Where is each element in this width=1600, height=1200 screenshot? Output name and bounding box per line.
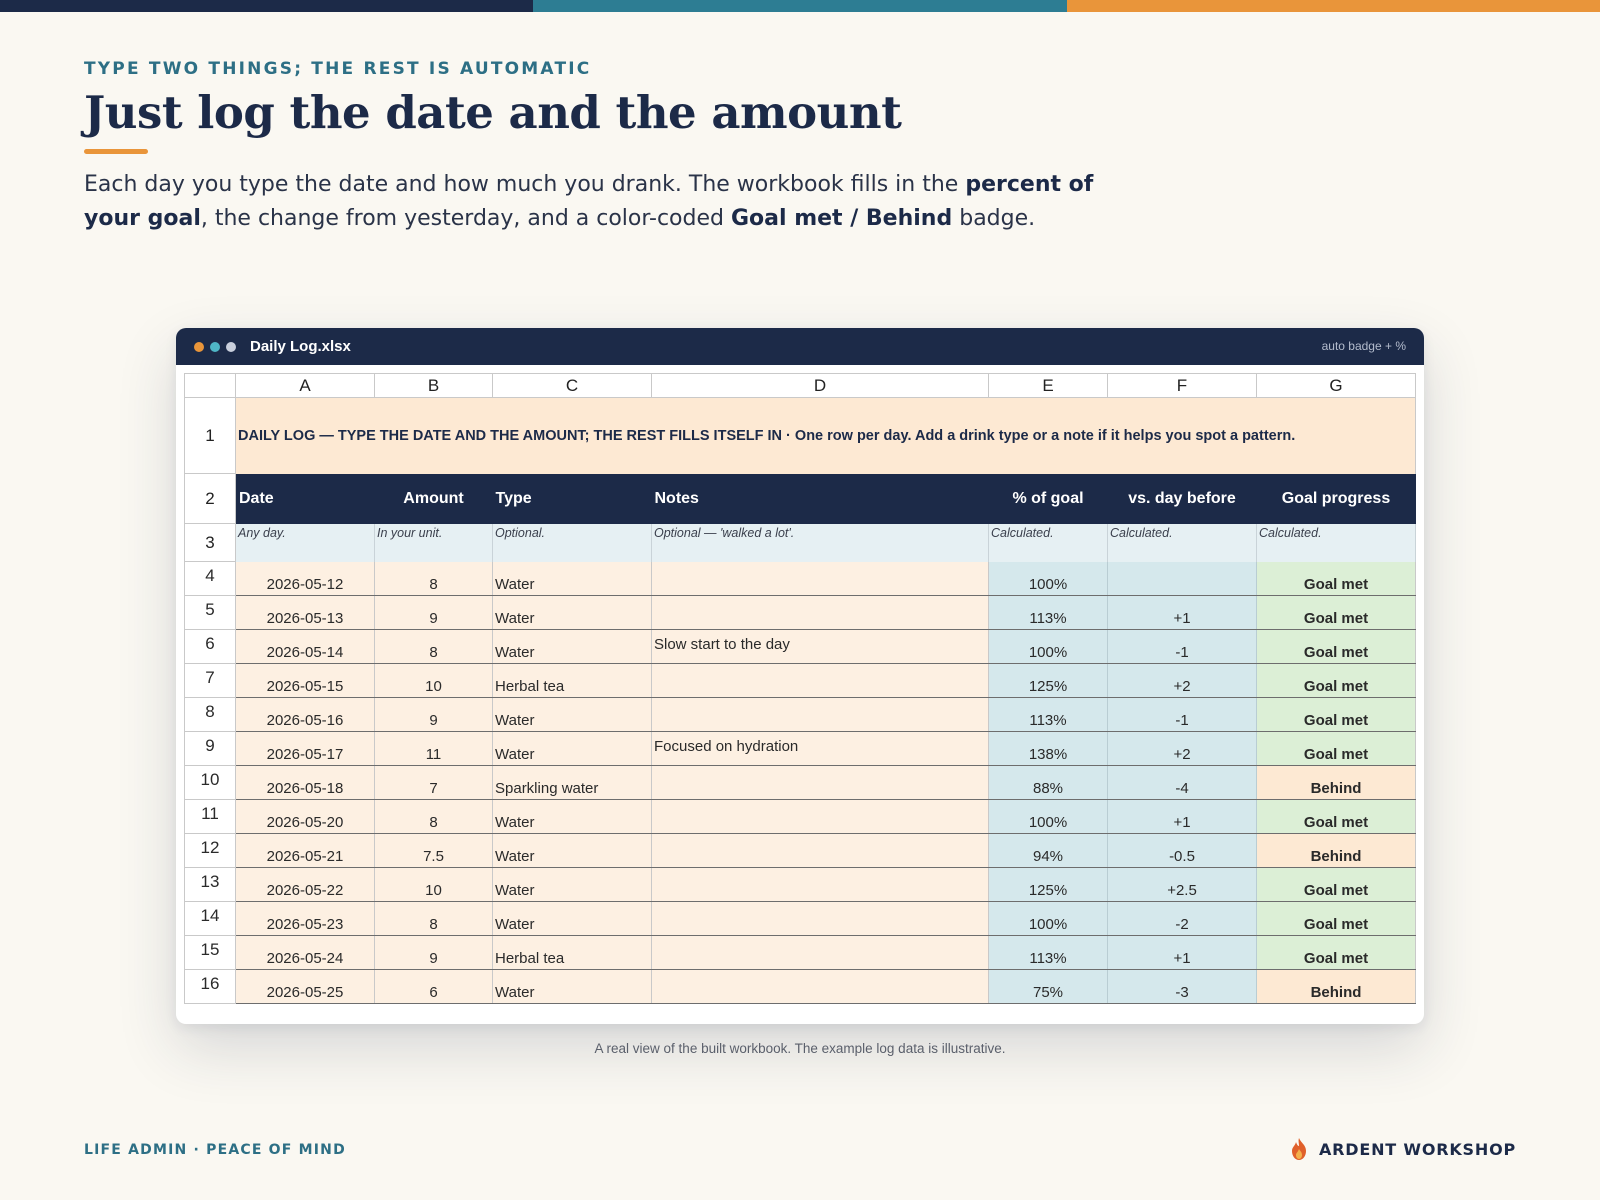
header-type[interactable]: Type [493,474,652,524]
table-row [185,596,1416,630]
cell-pct-of-goal[interactable]: 138% [989,732,1108,766]
header-vs-day-before[interactable]: vs. day before [1108,474,1257,524]
cell-amount[interactable]: 11 [375,732,493,766]
cell-vs-day-before[interactable]: +1 [1108,596,1257,630]
table-row [185,902,1416,936]
window-title: Daily Log.xlsx [250,338,351,355]
cell-date[interactable]: 2026-05-12 [236,562,375,596]
cell-amount[interactable]: 8 [375,800,493,834]
col-header-b[interactable]: B [375,374,493,398]
table-row [185,970,1416,1004]
lede-text-2: , the change from yesterday, and a color-coded [200,206,731,231]
cell-pct-of-goal[interactable]: 94% [989,834,1108,868]
table-row [185,766,1416,800]
cell-vs-day-before[interactable]: +2 [1108,732,1257,766]
cell-date[interactable]: 2026-05-20 [236,800,375,834]
page-title: Just log the date and the amount [84,86,902,139]
cell-vs-day-before[interactable]: -3 [1108,970,1257,1004]
cell-type[interactable]: Herbal tea [493,664,652,698]
cell-date[interactable]: 2026-05-15 [236,664,375,698]
hint-delta[interactable]: Calculated. [1108,524,1257,562]
table-row [185,800,1416,834]
window-dot-gray-icon [226,342,236,352]
cell-type[interactable]: Water [493,562,652,596]
cell-pct-of-goal[interactable]: 113% [989,936,1108,970]
window-dot-teal-icon [210,342,220,352]
cell-vs-day-before[interactable]: +2.5 [1108,868,1257,902]
cell-notes[interactable] [652,766,989,800]
window-titlebar [176,328,1424,365]
window-right-label: auto badge + % [1321,339,1406,353]
accent-teal [533,0,1066,12]
header-date[interactable]: Date [236,474,375,524]
row-number[interactable]: 9 [185,732,236,766]
cell-type[interactable]: Water [493,868,652,902]
sheet-grid [184,373,1416,1004]
row-number[interactable]: 7 [185,664,236,698]
hint-amount[interactable]: In your unit. [375,524,493,562]
cell-vs-day-before[interactable]: -1 [1108,698,1257,732]
cell-goal-badge[interactable]: Goal met [1257,596,1416,630]
title-underline [84,149,148,154]
eyebrow: TYPE TWO THINGS; THE REST IS AUTOMATIC [84,59,592,79]
cell-amount[interactable]: 8 [375,630,493,664]
cell-type[interactable]: Water [493,902,652,936]
cell-type[interactable]: Water [493,630,652,664]
header-notes[interactable]: Notes [652,474,989,524]
cell-type[interactable]: Herbal tea [493,936,652,970]
cell-amount[interactable]: 7.5 [375,834,493,868]
row-number[interactable]: 13 [185,868,236,902]
column-header-row [185,374,1416,398]
table-row [185,936,1416,970]
flame-icon [1289,1137,1309,1161]
footer-tagline: LIFE ADMIN · PEACE OF MIND [84,1142,346,1158]
top-accent-bar [0,0,1600,12]
cell-date[interactable]: 2026-05-22 [236,868,375,902]
table-row [185,868,1416,902]
cell-amount[interactable]: 10 [375,664,493,698]
col-header-a[interactable]: A [236,374,375,398]
cell-pct-of-goal[interactable]: 88% [989,766,1108,800]
header-amount[interactable]: Amount [375,474,493,524]
cell-amount[interactable]: 10 [375,868,493,902]
cell-date[interactable]: 2026-05-23 [236,902,375,936]
cell-notes[interactable]: Slow start to the day [652,630,989,664]
hint-date[interactable]: Any day. [236,524,375,562]
cell-goal-badge[interactable]: Goal met [1257,902,1416,936]
hint-notes[interactable]: Optional — 'walked a lot'. [652,524,989,562]
row-number[interactable]: 1 [185,398,236,474]
col-header-d[interactable]: D [652,374,989,398]
cell-type[interactable]: Sparkling water [493,766,652,800]
window-dot-orange-icon [194,342,204,352]
cell-vs-day-before[interactable]: -4 [1108,766,1257,800]
banner-row [185,398,1416,474]
footer-brand [1289,1137,1516,1161]
header-goal-progress[interactable]: Goal progress [1257,474,1416,524]
row-number[interactable]: 15 [185,936,236,970]
col-header-c[interactable]: C [493,374,652,398]
cell-date[interactable]: 2026-05-18 [236,766,375,800]
spreadsheet [184,373,1416,1004]
cell-notes[interactable] [652,834,989,868]
cell-vs-day-before[interactable]: +2 [1108,664,1257,698]
row-number[interactable]: 14 [185,902,236,936]
table-row [185,664,1416,698]
cell-date[interactable]: 2026-05-17 [236,732,375,766]
row-number[interactable]: 11 [185,800,236,834]
cell-pct-of-goal[interactable]: 125% [989,868,1108,902]
lede-text-1: Each day you type the date and how much you drank. The workbook fills in the [84,172,966,197]
cell-goal-badge[interactable]: Behind [1257,970,1416,1004]
row-number[interactable]: 5 [185,596,236,630]
cell-date[interactable]: 2026-05-14 [236,630,375,664]
lede-text-3: badge. [952,206,1036,231]
cell-notes[interactable] [652,698,989,732]
hint-pct[interactable]: Calculated. [989,524,1108,562]
cell-amount[interactable]: 8 [375,562,493,596]
cell-amount[interactable]: 9 [375,698,493,732]
table-row [185,630,1416,664]
cell-vs-day-before[interactable]: -2 [1108,902,1257,936]
cell-pct-of-goal[interactable]: 100% [989,902,1108,936]
cell-type[interactable]: Water [493,800,652,834]
cell-date[interactable]: 2026-05-13 [236,596,375,630]
cell-notes[interactable] [652,970,989,1004]
cell-pct-of-goal[interactable]: 125% [989,664,1108,698]
cell-vs-day-before[interactable]: -1 [1108,630,1257,664]
cell-goal-badge[interactable]: Goal met [1257,664,1416,698]
cell-goal-badge[interactable]: Goal met [1257,936,1416,970]
row-number[interactable]: 3 [185,524,236,562]
cell-date[interactable]: 2026-05-21 [236,834,375,868]
table-row [185,562,1416,596]
brand-name: ARDENT WORKSHOP [1319,1139,1516,1159]
cell-date[interactable]: 2026-05-24 [236,936,375,970]
col-header-g[interactable]: G [1257,374,1416,398]
cell-date[interactable]: 2026-05-16 [236,698,375,732]
header-row [185,474,1416,524]
cell-amount[interactable]: 9 [375,936,493,970]
cell-notes[interactable] [652,902,989,936]
cell-vs-day-before[interactable]: -0.5 [1108,834,1257,868]
cell-pct-of-goal[interactable]: 113% [989,698,1108,732]
cell-notes[interactable]: Focused on hydration [652,732,989,766]
caption: A real view of the built workbook. The example log data is illustrative. [594,1041,1006,1056]
cell-amount[interactable]: 7 [375,766,493,800]
cell-amount[interactable]: 6 [375,970,493,1004]
accent-orange [1067,0,1600,12]
col-header-f[interactable]: F [1108,374,1257,398]
cell-goal-badge[interactable]: Behind [1257,766,1416,800]
row-number[interactable]: 2 [185,474,236,524]
cell-vs-day-before[interactable]: +1 [1108,936,1257,970]
row-number[interactable]: 4 [185,562,236,596]
table-row [185,698,1416,732]
banner-cell[interactable]: DAILY LOG — TYPE THE DATE AND THE AMOUNT; THE REST FILLS ITSELF IN · One row per day. Add a drink type or a note if it helps you spot a pattern. [236,398,1416,474]
workbook-window [176,328,1424,1024]
cell-goal-badge[interactable]: Goal met [1257,800,1416,834]
cell-pct-of-goal[interactable]: 113% [989,596,1108,630]
cell-type[interactable]: Water [493,834,652,868]
cell-notes[interactable] [652,800,989,834]
cell-goal-badge[interactable]: Goal met [1257,698,1416,732]
table-row [185,732,1416,766]
cell-type[interactable]: Water [493,698,652,732]
row-number[interactable]: 16 [185,970,236,1004]
row-number[interactable]: 6 [185,630,236,664]
cell-amount[interactable]: 9 [375,596,493,630]
hint-row [185,524,1416,562]
cell-type[interactable]: Water [493,596,652,630]
cell-notes[interactable] [652,868,989,902]
col-header-e[interactable]: E [989,374,1108,398]
row-number[interactable]: 8 [185,698,236,732]
cell-pct-of-goal[interactable]: 75% [989,970,1108,1004]
row-number[interactable]: 10 [185,766,236,800]
cell-notes[interactable] [652,596,989,630]
cell-vs-day-before[interactable] [1108,562,1257,596]
lede-bold-2: Goal met / Behind [730,206,953,231]
table-row [185,834,1416,868]
cell-amount[interactable]: 8 [375,902,493,936]
accent-navy [0,0,533,12]
cell-goal-badge[interactable]: Goal met [1257,630,1416,664]
cell-goal-badge[interactable]: Goal met [1257,732,1416,766]
cell-goal-badge[interactable]: Behind [1257,834,1416,868]
cell-date[interactable]: 2026-05-25 [236,970,375,1004]
cell-type[interactable]: Water [493,970,652,1004]
cell-pct-of-goal[interactable]: 100% [989,630,1108,664]
lede [84,168,1104,236]
cell-vs-day-before[interactable]: +1 [1108,800,1257,834]
hint-badge[interactable]: Calculated. [1257,524,1416,562]
row-number[interactable]: 12 [185,834,236,868]
cell-type[interactable]: Water [493,732,652,766]
cell-goal-badge[interactable]: Goal met [1257,562,1416,596]
cell-goal-badge[interactable]: Goal met [1257,868,1416,902]
cell-notes[interactable] [652,562,989,596]
cell-pct-of-goal[interactable]: 100% [989,800,1108,834]
cell-notes[interactable] [652,664,989,698]
cell-pct-of-goal[interactable]: 100% [989,562,1108,596]
header-pct-of-goal[interactable]: % of goal [989,474,1108,524]
hint-type[interactable]: Optional. [493,524,652,562]
cell-notes[interactable] [652,936,989,970]
lede-bold-1: percent of your goal [84,172,1094,231]
corner-cell[interactable] [185,374,236,398]
